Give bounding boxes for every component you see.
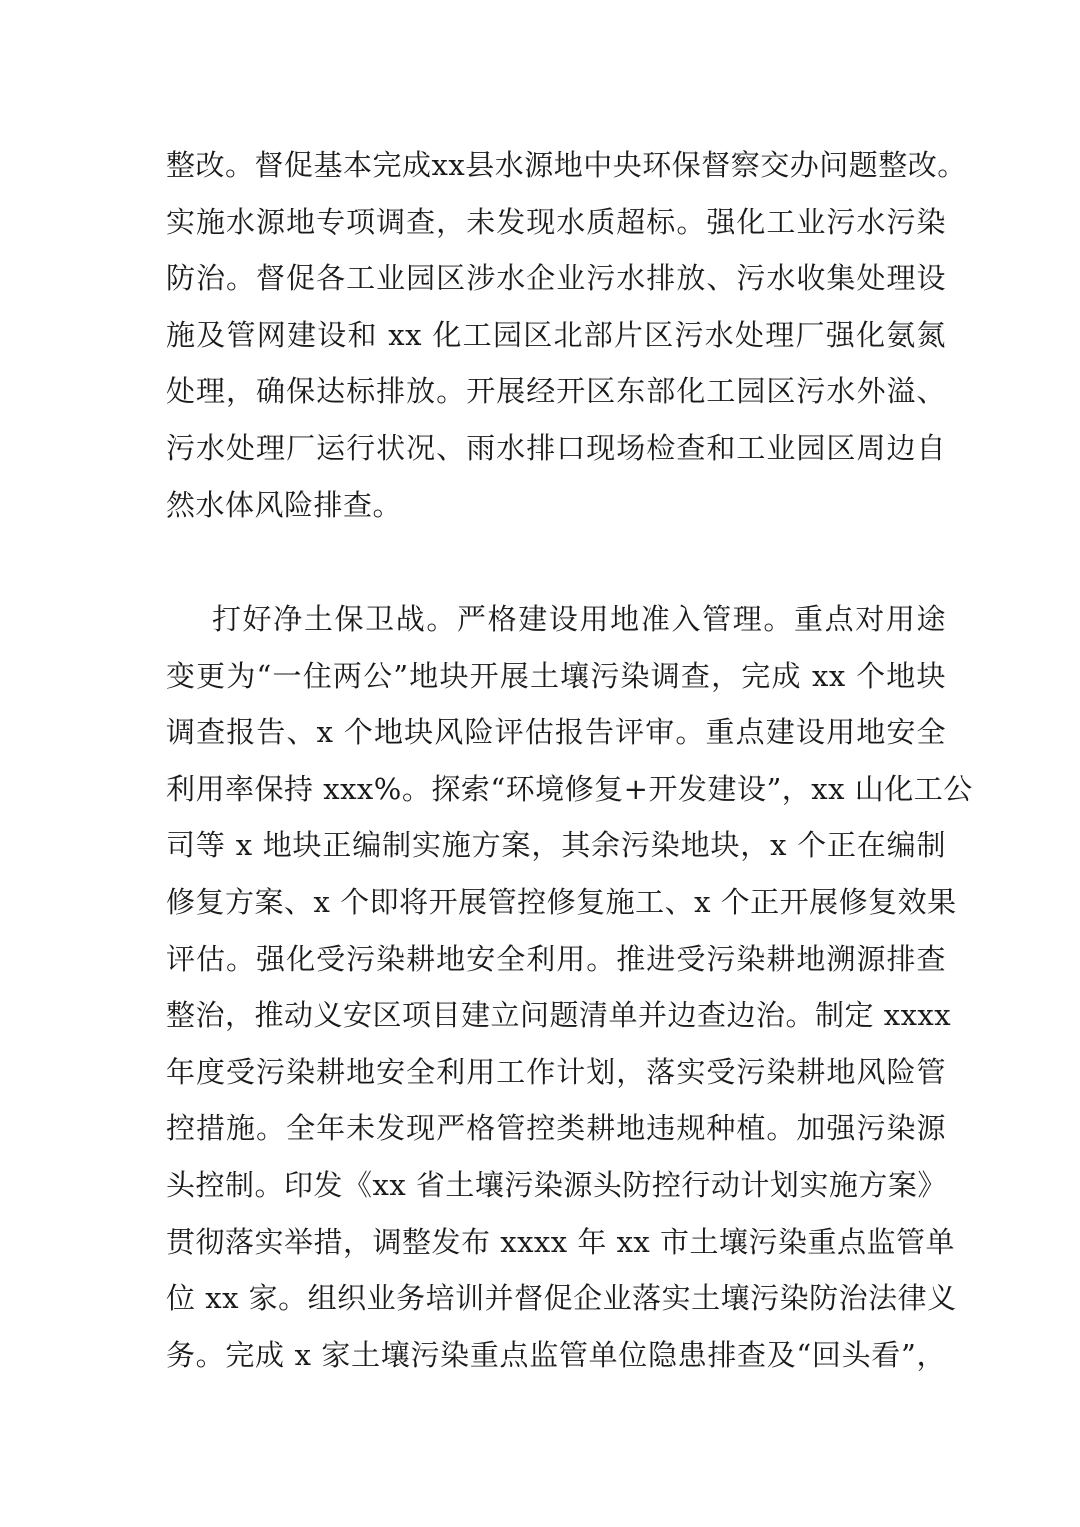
- paragraph-water-pollution: [166, 137, 967, 533]
- text-line: 利用率保持 xxx%。探索“环境修复+开发建设”，xx 山化工公: [166, 771, 973, 806]
- text-line: 控措施。全年未发现严格管控类耕地违规种植。加强污染源: [166, 1111, 946, 1146]
- text-line: 施及管网建设和 xx 化工园区北部片区污水处理厂强化氨氮: [166, 317, 946, 352]
- text-line: 年度受污染耕地安全利用工作计划，落实受污染耕地风险管: [166, 1054, 946, 1089]
- text-line: 头控制。印发《xx 省土壤污染源头防控行动计划实施方案》: [166, 1167, 947, 1202]
- text-line: 位 xx 家。组织业务培训并督促企业落实土壤污染防治法律义: [166, 1281, 957, 1316]
- text-line: 打好净土保卫战。严格建设用地准入管理。重点对用途: [212, 602, 946, 636]
- text-line: 整改。督促基本完成xx县水源地中央环保督察交办问题整改。: [166, 148, 967, 182]
- paragraph-soil-protection: [166, 591, 973, 1383]
- text-line: 调查报告、x 个地块风险评估报告评审。重点建设用地安全: [166, 715, 946, 750]
- text-line: 变更为“一住两公”地块开展土壤污染调查，完成 xx 个地块: [166, 658, 946, 693]
- text-line: 处理，确保达标排放。开展经开区东部化工园区污水外溢、: [166, 374, 946, 409]
- text-line: 防治。督促各工业园区涉水企业污水排放、污水收集处理设: [166, 261, 946, 296]
- text-line: 整治，推动义安区项目建立问题清单并边查边治。制定 xxxx: [166, 998, 952, 1033]
- text-line: 然水体风险排查。: [166, 487, 403, 522]
- text-line: 司等 x 地块正编制实施方案，其余污染地块，x 个正在编制: [166, 828, 946, 863]
- text-line: 污水处理厂运行状况、雨水排口现场检查和工业园区周边自: [166, 430, 946, 465]
- text-line: 贯彻落实举措，调整发布 xxxx 年 xx 市土壤污染重点监管单: [166, 1224, 956, 1259]
- text-line: 实施水源地专项调查，未发现水质超标。强化工业污水污染: [166, 204, 946, 239]
- text-line: 修复方案、x 个即将开展管控修复施工、x 个正开展修复效果: [166, 884, 957, 919]
- text-line: 评估。强化受污染耕地安全利用。推进受污染耕地溯源排查: [166, 941, 946, 976]
- text-line: 务。完成 x 家土壤污染重点监管单位隐患排查及“回头看”，: [166, 1337, 946, 1372]
